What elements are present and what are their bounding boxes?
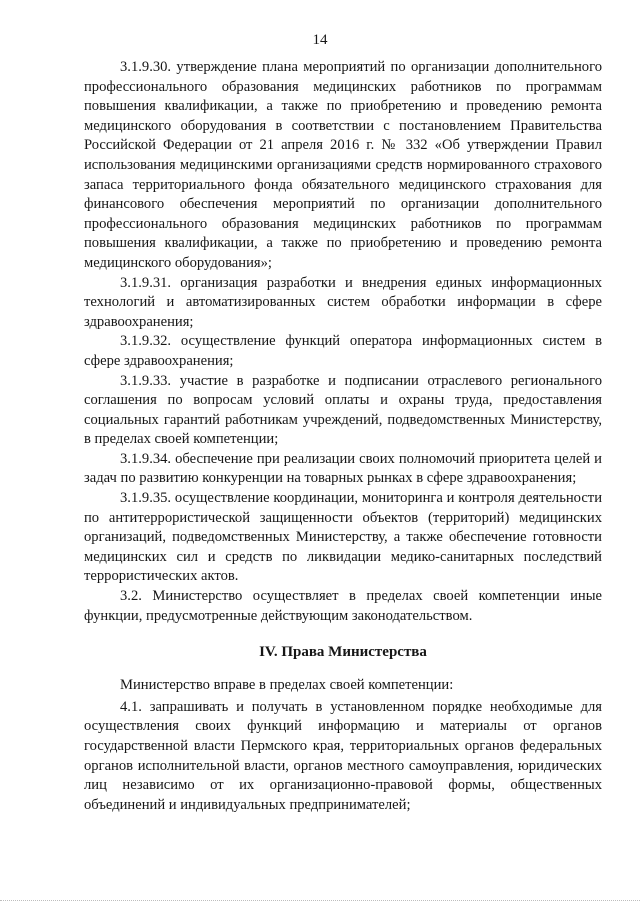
paragraph-3-1-9-31: 3.1.9.31. организация разработки и внедрения единых информационных технологий и автоматизированных систем обработки информации в сфере здравоохранения; — [84, 274, 602, 330]
paragraph-3-1-9-30: 3.1.9.30. утверждение плана мероприятий по организации дополнительного профессионального образования медицинских работников по программам повышения квалификации, а также по приобретению и проведению ремонта медицинского оборудования в соответствии с постановлением Правительства Российской Федерации от 21 апреля 2016 г. № 332 «Об утверждении Правил использования медицинскими организациями средств нормированного страхового запаса территориального фонда обязательного медицинского страхования для финансового обеспечения мероприятий по организации дополнительного профессионального образования медицинских работников по программам повышения квалификации, а также по приобретению и проведению ремонта медицинского оборудования»; — [84, 59, 602, 271]
section-heading: IV. Права Министерства — [259, 644, 427, 661]
document-body — [84, 58, 602, 815]
page-number: 14 — [312, 32, 328, 48]
paragraph-3-1-9-34: 3.1.9.34. обеспечение при реализации своих полномочий приоритета целей и задач по развитию конкуренции на товарных рынках в сфере здравоохранения; — [84, 450, 602, 487]
paragraph-3-1-9-33: 3.1.9.33. участие в разработке и подписании отраслевого регионального соглашения по вопросам условий оплаты и охраны труда, предоставления социальных гарантий работникам учреждений, подведомственных Министерству, в пределах своей компетенции; — [84, 372, 602, 448]
paragraph-3-1-9-35: 3.1.9.35. осуществление координации, мониторинга и контроля деятельности по антитеррористической защищенности объектов (территорий) медицинских организаций, подведомственных Министерству, а также обеспечение готовности медицинских сил и средств по ликвидации медико-санитарных последствий террористических актов. — [84, 490, 602, 585]
paragraph-3-2: 3.2. Министерство осуществляет в пределах своей компетенции иные функции, предусмотренные действующим законодательством. — [84, 588, 602, 624]
paragraph-intro: Министерство вправе в пределах своей компетенции: — [120, 677, 454, 694]
paragraph-3-1-9-32: 3.1.9.32. осуществление функций оператора информационных систем в сфере здравоохранения; — [84, 333, 602, 369]
scan-edge-line — [0, 900, 640, 905]
paragraph-4-1: 4.1. запрашивать и получать в установленном порядке необходимые для осуществления своих функций информацию и материалы от органов государственной власти Пермского края, территориальных органов федеральных органов исполнительной власти, органов местного самоуправления, юридических лиц независимо от их организационно-правовой формы, общественных объединений и индивидуальных предпринимателей; — [84, 698, 602, 813]
